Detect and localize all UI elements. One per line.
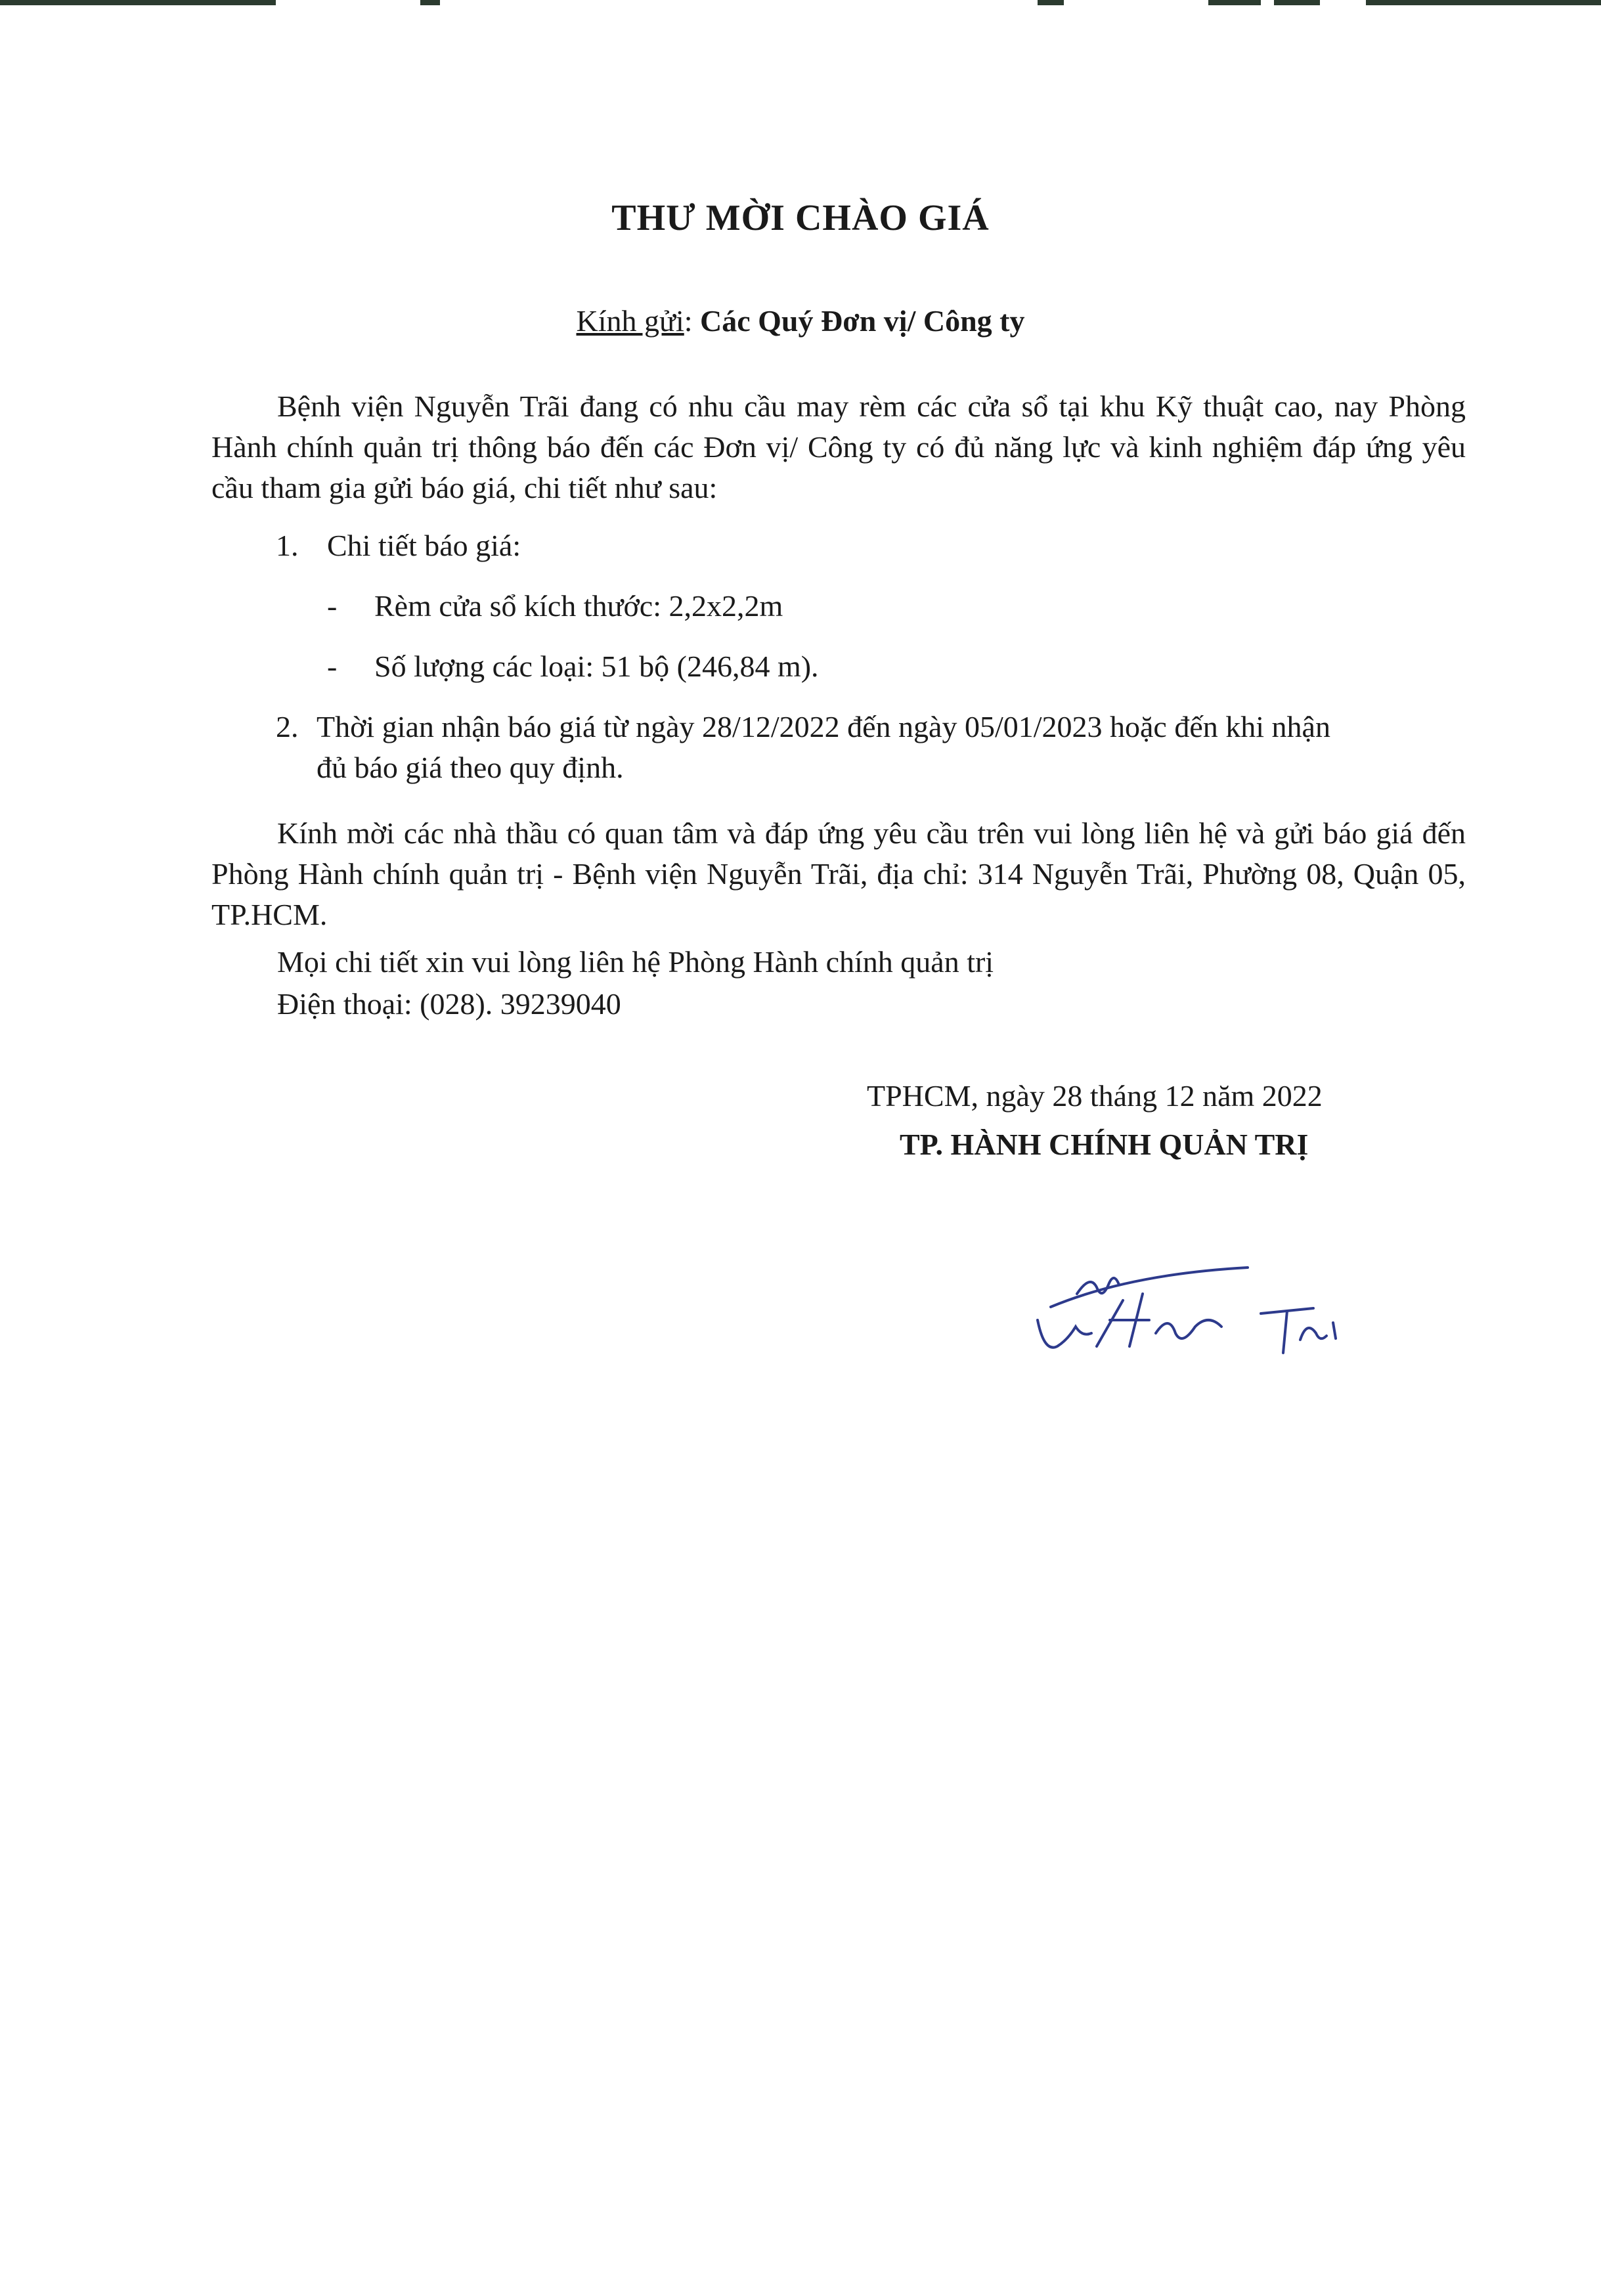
date-line: TPHCM, ngày 28 tháng 12 năm 2022: [867, 1079, 1323, 1113]
recipient-label: Kính gửi: [576, 304, 684, 338]
invite-paragraph: Kính mời các nhà thầu có quan tâm và đáp ứng yêu cầu trên vui lòng liên hệ và gửi báo giá đến Phòng Hành chính quản trị - Bệnh viện Nguyễn Trãi, địa chỉ: 314 Nguyễn Trãi, Phường 08, Quận 05, TP.HCM.: [211, 816, 1466, 931]
item-2-number: 2.: [276, 710, 299, 743]
recipient-line: [0, 303, 1601, 338]
phone-line: Điện thoại: (028). 39239040: [277, 987, 621, 1021]
contact-line: Mọi chi tiết xin vui lòng liên hệ Phòng Hành chính quản trị: [277, 945, 994, 979]
handwritten-signature: [1024, 1235, 1366, 1379]
bullet-2-text: Số lượng các loại: 51 bộ (246,84 m).: [374, 650, 819, 683]
recipient-value: Các Quý Đơn vị/ Công ty: [700, 304, 1025, 338]
item-2-line-1: Thời gian nhận báo giá từ ngày 28/12/2022 đến ngày 05/01/2023 hoặc đến khi nhận: [317, 710, 1330, 743]
document-title: THƯ MỜI CHÀO GIÁ: [611, 198, 990, 238]
recipient-colon: :: [684, 304, 701, 338]
item-2-line-2: đủ báo giá theo quy định.: [317, 751, 624, 784]
bullet-1-text: Rèm cửa sổ kích thước: 2,2x2,2m: [374, 589, 783, 623]
item-1-text: Chi tiết báo giá:: [327, 529, 521, 562]
item-1-number: 1.: [276, 529, 299, 562]
bullet-2-mark: -: [327, 650, 338, 683]
signer-title: TP. HÀNH CHÍNH QUẢN TRỊ: [900, 1128, 1309, 1161]
scan-edge-artifact: [0, 0, 1601, 7]
intro-paragraph: Bệnh viện Nguyễn Trãi đang có nhu cầu may rèm các cửa sổ tại khu Kỹ thuật cao, nay Phòng Hành chính quản trị thông báo đến các Đơn vị/ Công ty có đủ năng lực và kinh nghiệm đáp ứng yêu cầu tham gia gửi báo giá, chi tiết như sau:: [211, 389, 1466, 504]
bullet-1-mark: -: [327, 589, 338, 623]
